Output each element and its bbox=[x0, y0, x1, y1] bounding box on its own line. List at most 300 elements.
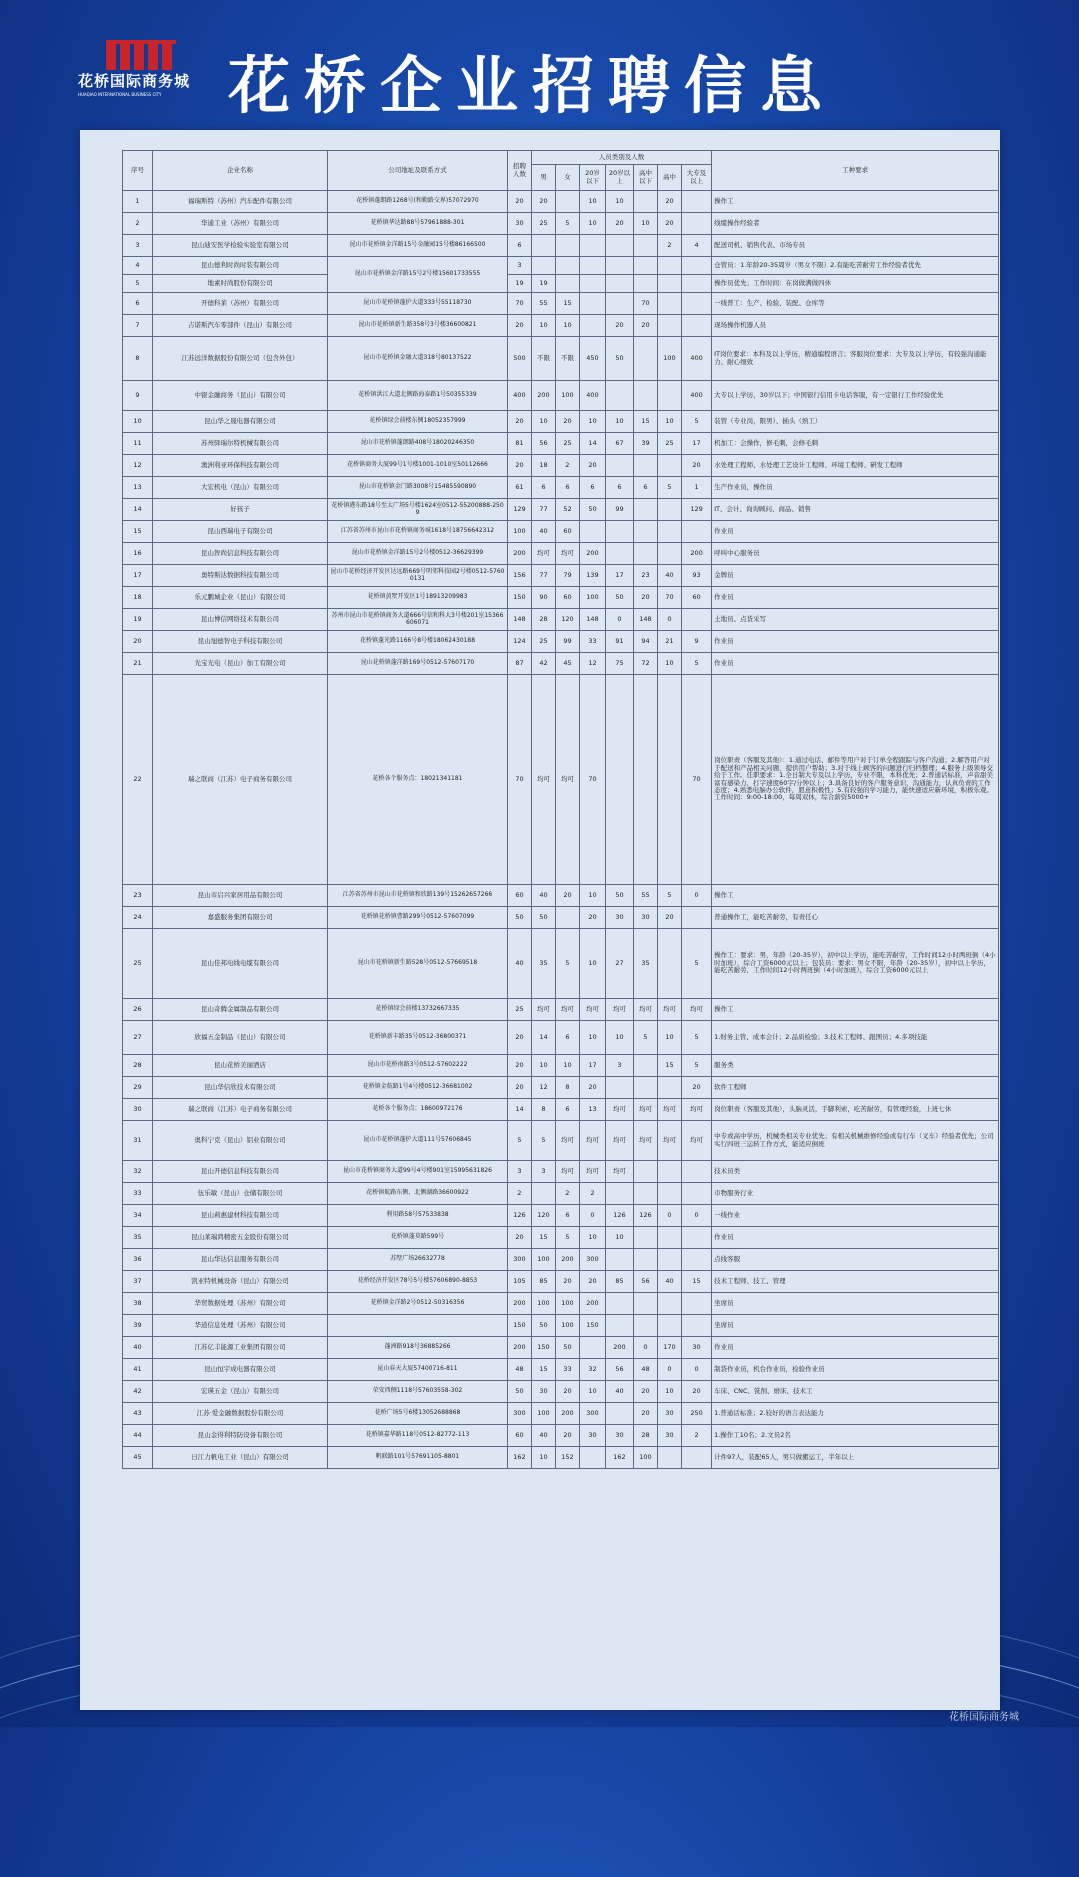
cell-address: 昆山花桥镇蓬洋路169号0512-57607170 bbox=[328, 653, 508, 675]
cell-address: 花桥广场5号6楼13052688868 bbox=[328, 1403, 508, 1425]
cell-age20plus bbox=[606, 1315, 634, 1337]
cell-senior: 20 bbox=[658, 191, 682, 213]
cell-senior: 20 bbox=[658, 907, 682, 929]
cell-age20plus: 3 bbox=[606, 1055, 634, 1077]
cell-male bbox=[532, 235, 556, 257]
cell-address: 花桥镇商务大厦99号1号楼1001-1010室50112666 bbox=[328, 455, 508, 477]
cell-address: 花桥镇华达路88号57961888-301 bbox=[328, 213, 508, 235]
cell-no: 10 bbox=[123, 411, 153, 433]
cell-no: 39 bbox=[123, 1315, 153, 1337]
header-age20: 20岁以下 bbox=[580, 165, 606, 191]
cell-male bbox=[532, 257, 556, 275]
cell-highschool: 0 bbox=[634, 1337, 658, 1359]
cell-no: 2 bbox=[123, 213, 153, 235]
cell-age20: 10 bbox=[580, 1227, 606, 1249]
cell-female: 25 bbox=[556, 433, 580, 455]
logo-subtext: HUAQIAO INTERNATIONAL BUSINESS CITY bbox=[78, 92, 162, 97]
cell-age20plus: 56 bbox=[606, 1359, 634, 1381]
cell-requirement: 坐席员 bbox=[712, 1315, 999, 1337]
table-row bbox=[123, 907, 999, 929]
cell-male: 19 bbox=[532, 275, 556, 293]
cell-age20plus: 6 bbox=[606, 477, 634, 499]
cell-count: 6 bbox=[508, 235, 532, 257]
table-row bbox=[123, 1293, 999, 1315]
cell-requirement: 车床、CNC、铣削、磨床、技术工 bbox=[712, 1381, 999, 1403]
cell-company: 昆山佳邦电线电缆有限公司 bbox=[153, 929, 328, 999]
cell-female: 45 bbox=[556, 653, 580, 675]
cell-female: 均可 bbox=[556, 543, 580, 565]
cell-college: 93 bbox=[682, 565, 712, 587]
cell-senior bbox=[658, 275, 682, 293]
cell-highschool: 148 bbox=[634, 609, 658, 631]
cell-female: 20 bbox=[556, 885, 580, 907]
cell-male: 10 bbox=[532, 1055, 556, 1077]
cell-count: 300 bbox=[508, 1249, 532, 1271]
cell-requirement: 计件97人，装配65人，男只做搬运工，半年以上 bbox=[712, 1447, 999, 1469]
cell-senior: 40 bbox=[658, 565, 682, 587]
cell-address: 花桥镇港东路18号至太广场5号楼1624室0512-55200888-2509 bbox=[328, 499, 508, 521]
cell-age20: 70 bbox=[580, 675, 606, 885]
cell-female: 2 bbox=[556, 1183, 580, 1205]
cell-male: 3 bbox=[532, 1161, 556, 1183]
cell-highschool bbox=[634, 543, 658, 565]
cell-company: 中银金融商务（昆山）有限公司 bbox=[153, 381, 328, 411]
cell-age20: 10 bbox=[580, 213, 606, 235]
cell-company: 昆山恒宇成电器有限公司 bbox=[153, 1359, 328, 1381]
cell-college: 60 bbox=[682, 587, 712, 609]
cell-requirement: 生产作业员，操作员 bbox=[712, 477, 999, 499]
cell-company: 江苏远洋数据股份有限公司（包含外包） bbox=[153, 337, 328, 381]
cell-male: 均可 bbox=[532, 675, 556, 885]
cell-male: 55 bbox=[532, 293, 556, 315]
cell-no: 23 bbox=[123, 885, 153, 907]
cell-age20: 均可 bbox=[580, 999, 606, 1021]
cell-college bbox=[682, 191, 712, 213]
cell-age20 bbox=[580, 521, 606, 543]
cell-college: 0 bbox=[682, 1359, 712, 1381]
cell-highschool bbox=[634, 275, 658, 293]
cell-female: 不限 bbox=[556, 337, 580, 381]
cell-age20plus: 均可 bbox=[606, 1121, 634, 1161]
cell-female bbox=[556, 257, 580, 275]
cell-college: 9 bbox=[682, 631, 712, 653]
cell-male: 15 bbox=[532, 1359, 556, 1381]
cell-company: 昆山市启兴家居用品有限公司 bbox=[153, 885, 328, 907]
cell-age20: 400 bbox=[580, 381, 606, 411]
cell-senior: 100 bbox=[658, 337, 682, 381]
logo bbox=[78, 40, 203, 108]
cell-female: 152 bbox=[556, 1447, 580, 1469]
cell-male: 200 bbox=[532, 381, 556, 411]
cell-address: 花桥镇绿会前楼13732667335 bbox=[328, 999, 508, 1021]
cell-requirement: 装管（专业岗，限男）、插头（熟工） bbox=[712, 411, 999, 433]
cell-company: 华道信息处理（苏州）有限公司 bbox=[153, 1315, 328, 1337]
cell-female: 20 bbox=[556, 411, 580, 433]
table-row bbox=[123, 293, 999, 315]
cell-address: 花桥镇绿会前楼东侧18052357999 bbox=[328, 411, 508, 433]
cell-no: 14 bbox=[123, 499, 153, 521]
cell-requirement: 点线客服 bbox=[712, 1249, 999, 1271]
cell-requirement: 软件工程师 bbox=[712, 1077, 999, 1099]
cell-count: 5 bbox=[508, 1121, 532, 1161]
cell-requirement: 水处理工程师、水处理工艺设计工程师、环境工程师、研发工程师 bbox=[712, 455, 999, 477]
cell-company: 江苏亿丰能源工业集团有限公司 bbox=[153, 1337, 328, 1359]
cell-female: 6 bbox=[556, 1205, 580, 1227]
cell-count: 100 bbox=[508, 521, 532, 543]
cell-no: 38 bbox=[123, 1293, 153, 1315]
cell-age20: 17 bbox=[580, 1055, 606, 1077]
cell-company: 昆山迪安医学检验实验室有限公司 bbox=[153, 235, 328, 257]
cell-highschool bbox=[634, 1315, 658, 1337]
cell-no: 42 bbox=[123, 1381, 153, 1403]
cell-no: 32 bbox=[123, 1161, 153, 1183]
cell-no: 9 bbox=[123, 381, 153, 411]
cell-age20plus: 20 bbox=[606, 315, 634, 337]
cell-female: 100 bbox=[556, 381, 580, 411]
cell-company: 奥特斯达数据科技有限公司 bbox=[153, 565, 328, 587]
cell-address: 昆山市花桥镇金洋路15号金融园15号楼86166500 bbox=[328, 235, 508, 257]
cell-college: 20 bbox=[682, 455, 712, 477]
table-row bbox=[123, 411, 999, 433]
cell-requirement: 一线普工：生产、检验、装配、仓库等 bbox=[712, 293, 999, 315]
cell-requirement: 1.普通话标准；2.较好的语言表达能力 bbox=[712, 1403, 999, 1425]
cell-requirement: 技术工程师、技工、管理 bbox=[712, 1271, 999, 1293]
cell-no: 41 bbox=[123, 1359, 153, 1381]
cell-age20: 均可 bbox=[580, 1161, 606, 1183]
cell-age20: 148 bbox=[580, 609, 606, 631]
cell-address: 花桥各个服务点：18600972176 bbox=[328, 1099, 508, 1121]
cell-count: 20 bbox=[508, 1077, 532, 1099]
cell-age20: 2 bbox=[580, 1183, 606, 1205]
cell-male: 25 bbox=[532, 213, 556, 235]
cell-age20plus: 126 bbox=[606, 1205, 634, 1227]
cell-address: 昆山市花桥镇蓬护大道333号55118730 bbox=[328, 293, 508, 315]
cell-senior bbox=[658, 381, 682, 411]
table-row bbox=[123, 1403, 999, 1425]
table-row bbox=[123, 653, 999, 675]
cell-female: 6 bbox=[556, 1099, 580, 1121]
cell-college bbox=[682, 521, 712, 543]
table-row bbox=[123, 1021, 999, 1055]
cell-count: 3 bbox=[508, 1161, 532, 1183]
table-row bbox=[123, 1183, 999, 1205]
cell-company: 伍乐敏（昆山）仓储有限公司 bbox=[153, 1183, 328, 1205]
table-row bbox=[123, 315, 999, 337]
cell-requirement: 服务类 bbox=[712, 1055, 999, 1077]
cell-no: 43 bbox=[123, 1403, 153, 1425]
cell-senior: 0 bbox=[658, 1359, 682, 1381]
cell-count: 50 bbox=[508, 907, 532, 929]
cell-age20plus bbox=[606, 293, 634, 315]
cell-count: 20 bbox=[508, 315, 532, 337]
cell-requirement: 线缆操作经验者 bbox=[712, 213, 999, 235]
cell-age20 bbox=[580, 1337, 606, 1359]
cell-requirement: 现场操作机器人员 bbox=[712, 315, 999, 337]
cell-highschool: 均可 bbox=[634, 999, 658, 1021]
cell-highschool: 39 bbox=[634, 433, 658, 455]
cell-count: 500 bbox=[508, 337, 532, 381]
cell-highschool: 55 bbox=[634, 885, 658, 907]
table-row bbox=[123, 499, 999, 521]
cell-requirement: 金牌员 bbox=[712, 565, 999, 587]
cell-company: 昆山德利时尚时装有限公司 bbox=[153, 257, 328, 275]
cell-senior bbox=[658, 1315, 682, 1337]
cell-female: 200 bbox=[556, 1249, 580, 1271]
table-row bbox=[123, 609, 999, 631]
cell-male: 90 bbox=[532, 587, 556, 609]
cell-female: 10 bbox=[556, 315, 580, 337]
cell-female: 8 bbox=[556, 1077, 580, 1099]
cell-no: 34 bbox=[123, 1205, 153, 1227]
cell-count: 162 bbox=[508, 1447, 532, 1469]
cell-age20plus: 均可 bbox=[606, 999, 634, 1021]
cell-address: 昆山市花桥镇金洋路15号2号楼15601733555 bbox=[328, 257, 508, 293]
cell-male: 50 bbox=[532, 907, 556, 929]
cell-senior bbox=[658, 1161, 682, 1183]
cell-no: 4 bbox=[123, 257, 153, 275]
cell-company: 华贸数据处理（苏州）有限公司 bbox=[153, 1293, 328, 1315]
cell-highschool bbox=[634, 1055, 658, 1077]
cell-male: 100 bbox=[532, 1249, 556, 1271]
cell-college: 2 bbox=[682, 1425, 712, 1447]
cell-male: 10 bbox=[532, 1447, 556, 1469]
cell-count: 20 bbox=[508, 1227, 532, 1249]
cell-age20: 32 bbox=[580, 1359, 606, 1381]
cell-requirement: 仓管员：1.年龄20-35周岁（男女不限）2.有能吃苦耐劳工作经验者优先 bbox=[712, 257, 999, 275]
recruitment-sheet bbox=[80, 130, 1000, 1710]
cell-highschool bbox=[634, 1077, 658, 1099]
cell-no: 12 bbox=[123, 455, 153, 477]
cell-no: 7 bbox=[123, 315, 153, 337]
header-company: 企业名称 bbox=[153, 151, 328, 191]
cell-college bbox=[682, 1183, 712, 1205]
cell-age20: 0 bbox=[580, 1205, 606, 1227]
cell-college bbox=[682, 315, 712, 337]
cell-requirement: 市物服务行业 bbox=[712, 1183, 999, 1205]
cell-requirement: 作业员 bbox=[712, 1337, 999, 1359]
cell-senior: 5 bbox=[658, 477, 682, 499]
cell-age20: 33 bbox=[580, 631, 606, 653]
cell-count: 400 bbox=[508, 381, 532, 411]
cell-senior: 均可 bbox=[658, 1121, 682, 1161]
cell-age20plus: 10 bbox=[606, 191, 634, 213]
cell-age20: 150 bbox=[580, 1315, 606, 1337]
cell-college bbox=[682, 257, 712, 275]
cell-senior: 10 bbox=[658, 411, 682, 433]
cell-college bbox=[682, 1249, 712, 1271]
cell-age20plus: 30 bbox=[606, 1425, 634, 1447]
cell-highschool: 10 bbox=[634, 213, 658, 235]
cell-senior bbox=[658, 499, 682, 521]
table-row bbox=[123, 565, 999, 587]
cell-address: 江苏省苏州市昆山市花桥镇商务城1618号18756642312 bbox=[328, 521, 508, 543]
cell-company: 地素时尚股份有限公司 bbox=[153, 275, 328, 293]
cell-male: 28 bbox=[532, 609, 556, 631]
cell-senior bbox=[658, 521, 682, 543]
cell-count: 19 bbox=[508, 275, 532, 293]
cell-college: 20 bbox=[682, 1077, 712, 1099]
table-row bbox=[123, 1271, 999, 1293]
cell-count: 200 bbox=[508, 543, 532, 565]
cell-count: 40 bbox=[508, 929, 532, 999]
cell-female: 均可 bbox=[556, 999, 580, 1021]
cell-male: 85 bbox=[532, 1271, 556, 1293]
cell-address: 花桥镇蓬莫路599号 bbox=[328, 1227, 508, 1249]
cell-college: 129 bbox=[682, 499, 712, 521]
cell-age20: 300 bbox=[580, 1403, 606, 1425]
cell-count: 70 bbox=[508, 675, 532, 885]
header-senior: 高中 bbox=[658, 165, 682, 191]
cell-age20plus: 85 bbox=[606, 1271, 634, 1293]
cell-requirement: 中专或高中学历，机械类相关专业优先；有相关机械维修经验或有行车（叉车）经验者优先；公司实行四班三运转工作方式，能适应倒班 bbox=[712, 1121, 999, 1161]
table-row bbox=[123, 433, 999, 455]
cell-address: 花桥镇嘉华路118号0512-82772-113 bbox=[328, 1425, 508, 1447]
cell-age20plus: 50 bbox=[606, 337, 634, 381]
cell-senior: 20 bbox=[658, 213, 682, 235]
cell-no: 19 bbox=[123, 609, 153, 631]
cell-female bbox=[556, 235, 580, 257]
cell-age20: 139 bbox=[580, 565, 606, 587]
table-row bbox=[123, 631, 999, 653]
cell-company: 昆山花桥美丽酒店 bbox=[153, 1055, 328, 1077]
cell-highschool bbox=[634, 337, 658, 381]
cell-male: 25 bbox=[532, 631, 556, 653]
cell-age20plus bbox=[606, 1403, 634, 1425]
cell-no: 29 bbox=[123, 1077, 153, 1099]
cell-requirement: 1.操作工10名；2.文员2名 bbox=[712, 1425, 999, 1447]
cell-age20: 20 bbox=[580, 907, 606, 929]
cell-address: 利用路58号57533838 bbox=[328, 1205, 508, 1227]
cell-female: 5 bbox=[556, 929, 580, 999]
cell-age20plus bbox=[606, 275, 634, 293]
cell-senior: 30 bbox=[658, 1425, 682, 1447]
cell-address: 花桥经济开发区78号5号楼57606890-8853 bbox=[328, 1271, 508, 1293]
cell-highschool: 20 bbox=[634, 1403, 658, 1425]
table-row bbox=[123, 275, 999, 293]
cell-age20 bbox=[580, 293, 606, 315]
cell-company: 苏州驿瑞尔特机械有限公司 bbox=[153, 433, 328, 455]
cell-no: 45 bbox=[123, 1447, 153, 1469]
cell-age20 bbox=[580, 315, 606, 337]
cell-count: 2 bbox=[508, 1183, 532, 1205]
cell-senior: 10 bbox=[658, 653, 682, 675]
cell-age20: 10 bbox=[580, 885, 606, 907]
cell-no: 35 bbox=[123, 1227, 153, 1249]
cell-address: 昆山市花桥镇蓬护大道111号57606845 bbox=[328, 1121, 508, 1161]
cell-age20plus bbox=[606, 521, 634, 543]
cell-age20plus: 10 bbox=[606, 1227, 634, 1249]
cell-address: 花桥镇新丰路35号0512-36800371 bbox=[328, 1021, 508, 1055]
cell-male: 18 bbox=[532, 455, 556, 477]
cell-requirement: 1.财务主管、成本会计；2.品质检验；3.技术工程师、跟图员；4.多项技能 bbox=[712, 1021, 999, 1055]
cell-no: 1 bbox=[123, 191, 153, 213]
cell-college: 5 bbox=[682, 411, 712, 433]
cell-company: 瑞之联商（江苏）电子商务有限公司 bbox=[153, 675, 328, 885]
cell-female: 均可 bbox=[556, 1121, 580, 1161]
cell-college: 1 bbox=[682, 477, 712, 499]
cell-highschool: 20 bbox=[634, 315, 658, 337]
cell-male: 150 bbox=[532, 1337, 556, 1359]
cell-requirement: 操作员优先；工作时间：在岗做满做四休 bbox=[712, 275, 999, 293]
cell-age20plus: 40 bbox=[606, 1381, 634, 1403]
cell-male bbox=[532, 1183, 556, 1205]
cell-male: 40 bbox=[532, 521, 556, 543]
recruitment-table bbox=[122, 150, 999, 1469]
cell-requirement: 岗位职责（客服及其他），头脑灵活，手脚利索，吃苦耐劳，有管理经验，上班七休 bbox=[712, 1099, 999, 1121]
cell-female: 52 bbox=[556, 499, 580, 521]
cell-male: 120 bbox=[532, 1205, 556, 1227]
cell-no: 17 bbox=[123, 565, 153, 587]
cell-no: 26 bbox=[123, 999, 153, 1021]
table-row bbox=[123, 1205, 999, 1227]
table-row bbox=[123, 1249, 999, 1271]
cell-age20plus: 50 bbox=[606, 885, 634, 907]
cell-company: 光宝光电（昆山）加工有限公司 bbox=[153, 653, 328, 675]
cell-address: 花桥镇花桥镇曹路299号0512-57607099 bbox=[328, 907, 508, 929]
cell-male: 8 bbox=[532, 1099, 556, 1121]
cell-senior: 170 bbox=[658, 1337, 682, 1359]
cell-count: 50 bbox=[508, 1381, 532, 1403]
cell-female bbox=[556, 191, 580, 213]
cell-count: 156 bbox=[508, 565, 532, 587]
cell-company: 澳洲利亚环保科技有限公司 bbox=[153, 455, 328, 477]
cell-age20plus: 0 bbox=[606, 609, 634, 631]
cell-age20 bbox=[580, 235, 606, 257]
cell-senior: 21 bbox=[658, 631, 682, 653]
cell-count: 20 bbox=[508, 1021, 532, 1055]
cell-female: 均可 bbox=[556, 675, 580, 885]
cell-male: 40 bbox=[532, 885, 556, 907]
cell-highschool bbox=[634, 1249, 658, 1271]
cell-senior bbox=[658, 1077, 682, 1099]
cell-highschool: 23 bbox=[634, 565, 658, 587]
cell-college bbox=[682, 213, 712, 235]
cell-requirement: 岗位职责（客服及其他）：1.通过电话、邮件等用户对于订单全程跟踪与客户沟通；2.解答用户对于配送和产品相关问题，提供用户帮助；3.对于线上顾客的问题进行归档整理；4.服务上级领导交给于工作。任职要求：1.全日制大专及以上学历，专业不限，本科优先；2.普通话标准，声音甜美富有感染力，打字速度60字/分钟以上；3.具备良好的客户服务意识，沟通能力，认真负责的工作态度；4.熟悉电脑办公软件，愿意积极性；5.有较强的学习能力，能快速适应新环境，积极乐观。工作时间：9:00-18:00，每周双休，综合薪资5000+ bbox=[712, 675, 999, 885]
header-count: 招聘人数 bbox=[508, 151, 532, 191]
cell-college bbox=[682, 1315, 712, 1337]
cell-female: 20 bbox=[556, 1271, 580, 1293]
cell-age20: 10 bbox=[580, 411, 606, 433]
cell-address: 昆山市花桥镇金门路3008号15485590890 bbox=[328, 477, 508, 499]
cell-company: 宏瑛五金（昆山）有限公司 bbox=[153, 1381, 328, 1403]
cell-male: 100 bbox=[532, 1293, 556, 1315]
cell-male: 14 bbox=[532, 1021, 556, 1055]
cell-female: 60 bbox=[556, 587, 580, 609]
cell-count: 20 bbox=[508, 411, 532, 433]
cell-count: 200 bbox=[508, 1337, 532, 1359]
cell-count: 70 bbox=[508, 293, 532, 315]
cell-age20plus: 均可 bbox=[606, 1161, 634, 1183]
cell-senior: 均可 bbox=[658, 1099, 682, 1121]
cell-requirement: 操作工 bbox=[712, 885, 999, 907]
cell-age20: 6 bbox=[580, 477, 606, 499]
cell-age20: 300 bbox=[580, 1249, 606, 1271]
header-no: 序号 bbox=[123, 151, 153, 191]
cell-college: 400 bbox=[682, 381, 712, 411]
cell-requirement: 作业员 bbox=[712, 653, 999, 675]
cell-male: 5 bbox=[532, 1121, 556, 1161]
cell-count: 60 bbox=[508, 1425, 532, 1447]
table-row bbox=[123, 455, 999, 477]
cell-address: 昆山市花桥镇金洋路15号2号楼0512-36629399 bbox=[328, 543, 508, 565]
cell-highschool: 20 bbox=[634, 587, 658, 609]
cell-female bbox=[556, 907, 580, 929]
cell-company: 昆山旭德智电子科技有限公司 bbox=[153, 631, 328, 653]
cell-company: 吉诺斯汽车零部件（昆山）有限公司 bbox=[153, 315, 328, 337]
cell-college: 5 bbox=[682, 1055, 712, 1077]
cell-college: 250 bbox=[682, 1403, 712, 1425]
cell-count: 148 bbox=[508, 609, 532, 631]
